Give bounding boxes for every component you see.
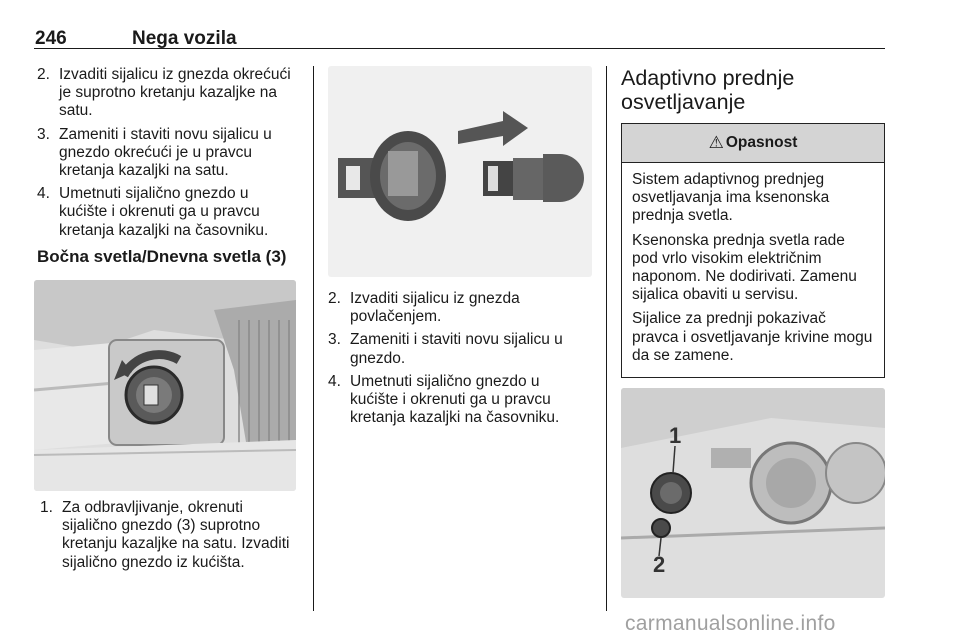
watermark: carmanualsonline.info xyxy=(625,612,836,635)
steps-list xyxy=(40,499,301,572)
running-title: Nega vozila xyxy=(132,28,237,49)
column-2 xyxy=(328,66,592,432)
warning-body xyxy=(622,163,884,377)
list-item: 2. Izvaditi sijalicu iz gnezda povlačenjem. xyxy=(328,290,520,326)
warning-paragraph: Ksenonska prednja svetla rade pod vrlo visokim električnim naponom. Ne dodirivati. Zamenu sijalica obaviti u servisu. xyxy=(632,231,857,304)
list-item: 1. Za odbravljivanje, okrenuti sijalično gnezdo (3) suprotno kretanju kazaljke na satu. Izvaditi sijalično gnezdo iz kućišta. xyxy=(40,499,290,571)
list-item: 2. Izvaditi sijalicu iz gnezda okrećući je suprotno kretanju kazaljke na satu. xyxy=(37,66,291,120)
column-3 xyxy=(621,66,885,598)
section-title: Adaptivno prednje osvetljavanje xyxy=(621,66,795,114)
subheading: Bočna svetla/Dnevna svetla (3) xyxy=(37,246,287,266)
steps-list xyxy=(37,66,301,240)
list-item: 3. Zameniti i staviti novu sijalicu u gnezdo okrećući je u pravcu kretanja kazaljki na satu. xyxy=(37,125,272,180)
warning-paragraph: Sistem adaptivnog prednjeg osvetljavanja ima ksenonska prednja svetla. xyxy=(632,171,830,225)
warning-header xyxy=(622,124,884,163)
bulb-removal-figure xyxy=(328,66,592,277)
list-item: 4. Umetnuti sijalično gnezdo u kućište i okrenuti ga u pravcu kretanja kazaljki na časovniku. xyxy=(328,372,560,427)
callout-2: 2 xyxy=(653,552,666,578)
warning-box xyxy=(621,123,885,378)
headlight-figure xyxy=(621,388,885,598)
list-item: 4. Umetnuti sijalično gnezdo u kućište i okrenuti ga u pravcu kretanja kazaljki na časovniku. xyxy=(37,185,269,239)
steps-list xyxy=(328,290,592,427)
side-light-figure xyxy=(34,280,296,491)
column-divider xyxy=(313,66,314,611)
column-divider xyxy=(606,66,607,611)
warning-title: Opasnost xyxy=(725,133,798,151)
column-1 xyxy=(37,66,301,577)
callout-1: 1 xyxy=(669,423,682,449)
page-header xyxy=(34,22,885,49)
warning-paragraph: Sijalice za prednji pokazivač pravca i osvetljavanje krivine mogu da se zamene. xyxy=(632,310,873,364)
page-number: 246 xyxy=(35,28,67,49)
list-item: 3. Zameniti i staviti novu sijalicu u gnezdo. xyxy=(328,331,563,367)
warning-triangle-icon: ⚠ xyxy=(708,132,724,152)
